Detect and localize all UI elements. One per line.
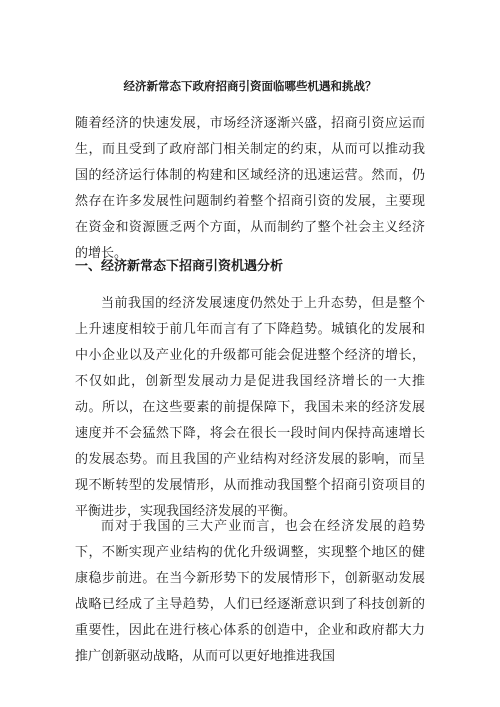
body-paragraph-1: 当前我国的经济发展速度仍然处于上升态势，但是整个上升速度相较于前几年而言有了下降趋势。城镇化的发展和中小企业以及产业化的升级都可能会促进整个经济的增长，不仅如此，创新型发展动力是促进我国经济增长的一大推动。所以，在这些要素的前提保障下，我国未来的经济发展速度并不会猛然下降，将会在很长一段时间内保持高速增长的发展态势。而且我国的产业结构对经济发展的影响，而呈现不断转型的发展情形，从而推动我国整个招商引资项目的平衡进步，实现我国经济发展的平衡。 — [75, 296, 425, 519]
intro-paragraph: 随着经济的快速发展，市场经济逐渐兴盛，招商引资应运而生，而且受到了政府部门相关制定的约束，从而可以推动我国的经济运行体制的构建和区域经济的迅速运营。然而，仍然存在许多发展性问题制约着整个招商引资的发展，主要现在资金和资源匮乏两个方面，从而制约了整个社会主义经济的增长。 — [75, 116, 425, 261]
document-title: 经济新常态下政府招商引资面临哪些机遇和挑战？ — [123, 79, 377, 93]
body-paragraph-2: 而对于我国的三大产业而言，也会在经济发展的趋势下，不断实现产业结构的优化升级调整，实现整个地区的健康稳步前进。在当今新形势下的发展情形下，创新驱动发展战略已经成了主导趋势，人们已经逐渐意识到了科技创新的重要性，因此在进行核心体系的创造中，企业和政府都大力推广创新驱动战略，从而可以更好地推进我国 — [75, 519, 425, 664]
section-heading: 一、经济新常态下招商引资机遇分析 — [75, 259, 284, 274]
